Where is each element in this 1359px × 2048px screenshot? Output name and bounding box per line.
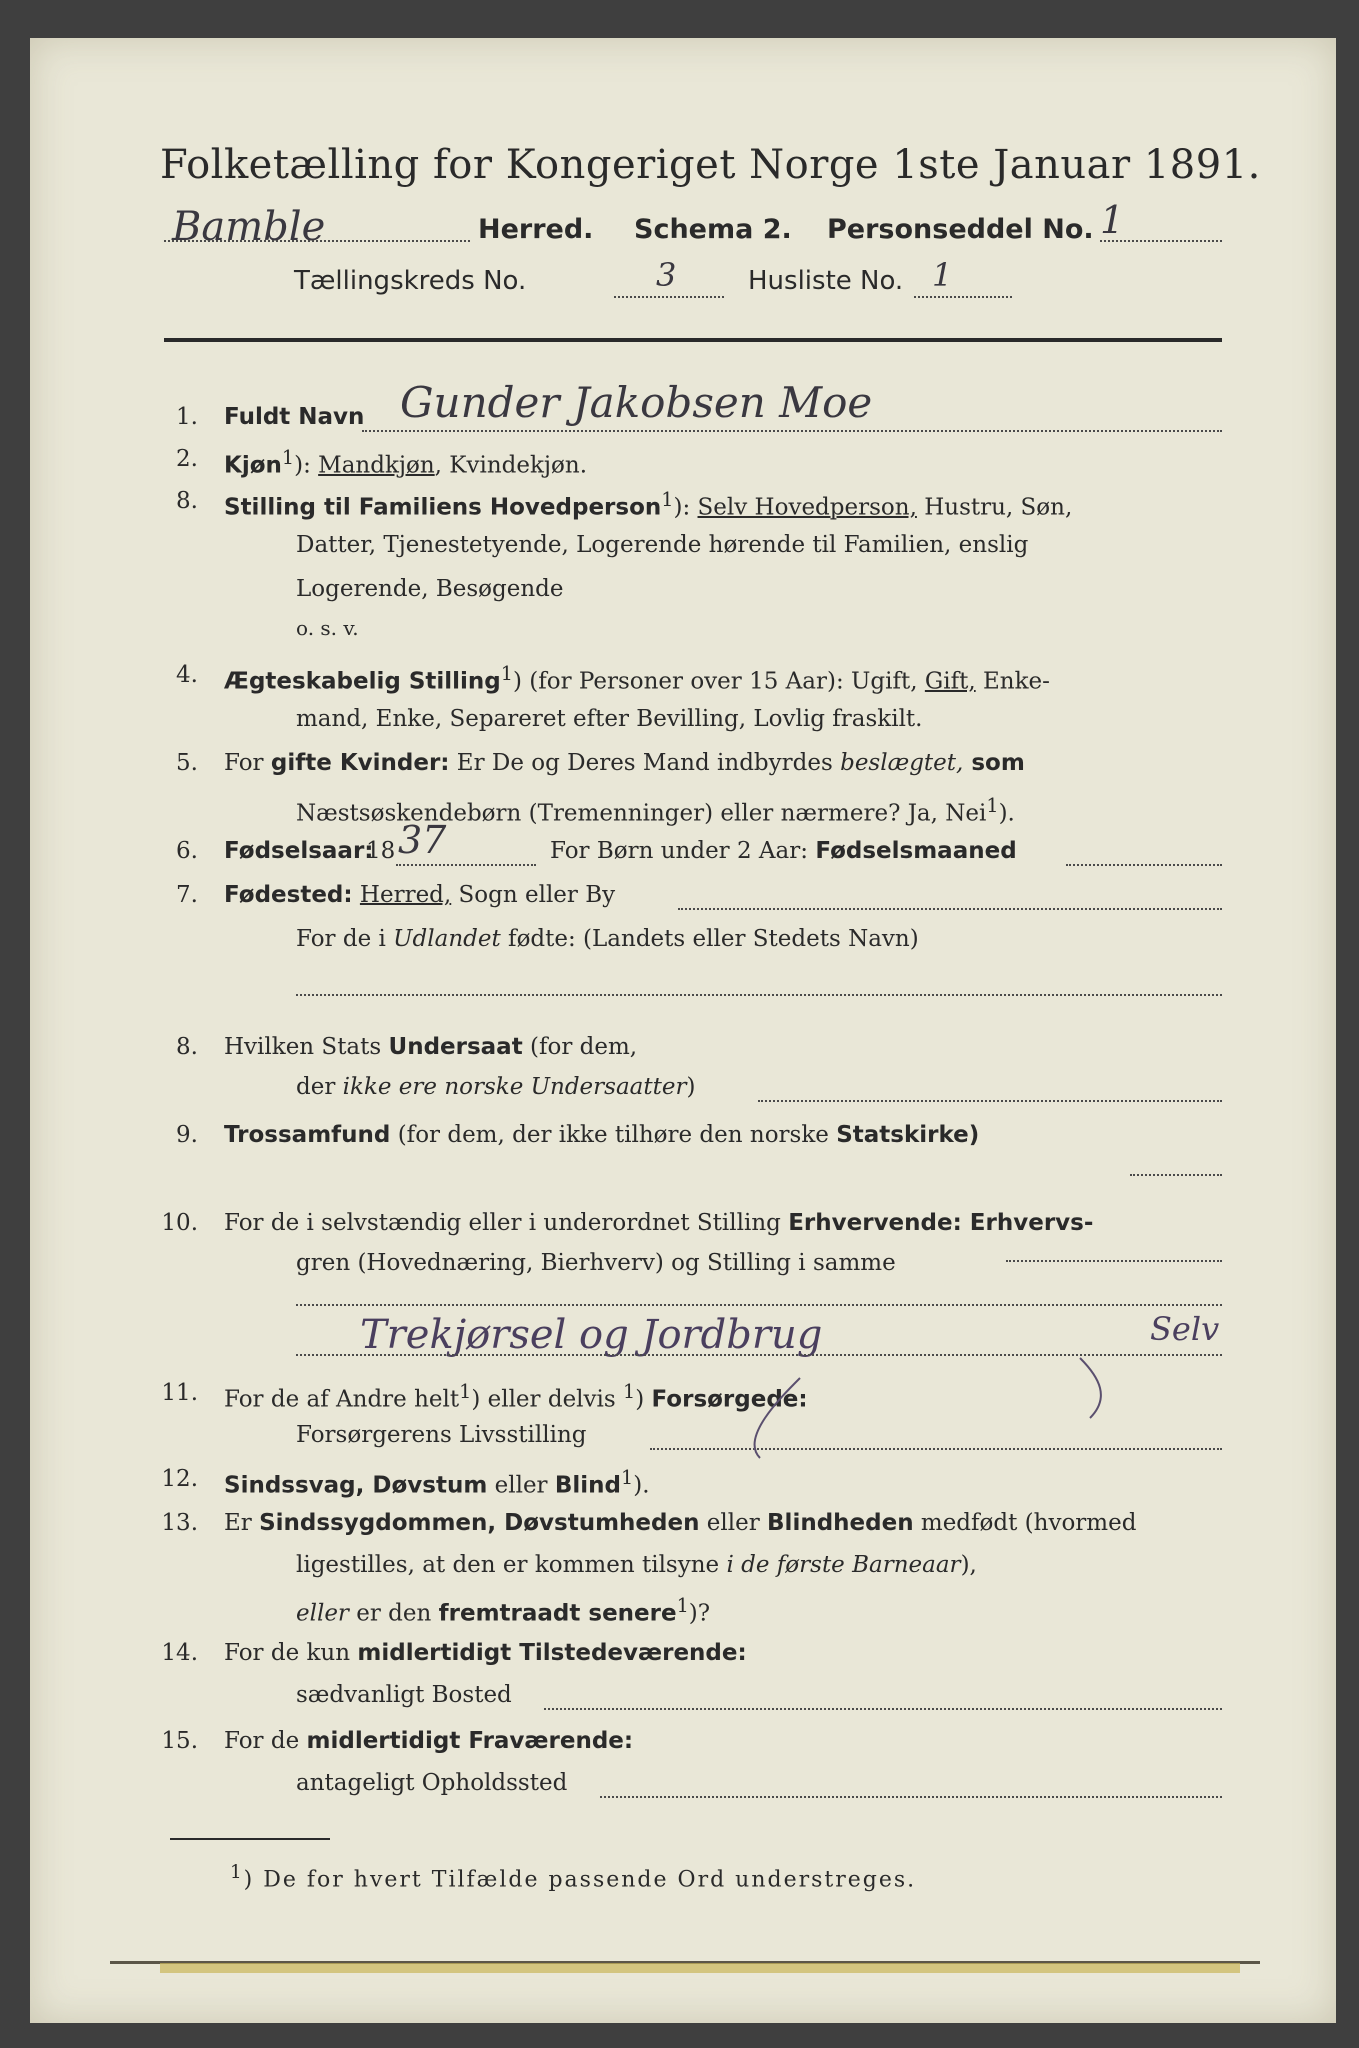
- item-7-rest: Sogn eller By: [451, 882, 616, 908]
- kreds-label: Tællingskreds No.: [294, 266, 527, 296]
- item-3-line1: [224, 488, 1072, 521]
- item-14-number: 14.: [161, 1640, 198, 1666]
- item-8-line2-italic: ikke ere norske Undersaatter: [342, 1074, 687, 1100]
- item-8-line: [758, 1100, 1222, 1102]
- item-5-pre: For: [224, 750, 271, 776]
- item-3-line2: Datter, Tjenestetyende, Logerende hørende til Familien, enslig: [296, 532, 1029, 558]
- item-15-line2: antageligt Opholdssted: [296, 1770, 568, 1796]
- item-10-number: 10.: [161, 1210, 198, 1236]
- husliste-line: [914, 296, 1012, 298]
- item-9-line1: [224, 1122, 979, 1148]
- item-13-mid: eller: [699, 1510, 768, 1536]
- item-7-line1: [224, 882, 615, 908]
- item-5-label: gifte Kvinder:: [270, 750, 450, 776]
- item-13-line3-end: )?: [688, 1600, 711, 1627]
- item-5-line2-end: ).: [998, 800, 1015, 827]
- item-13-line2-italic: i de første Barneaar: [726, 1552, 961, 1578]
- item-15-line: [600, 1796, 1222, 1798]
- item-7-line2-italic: Udlandet: [393, 926, 501, 952]
- schema-label: Schema 2.: [634, 214, 792, 245]
- item-6-rest-text: For Børn under 2 Aar:: [550, 838, 816, 864]
- header-rule: [164, 338, 1222, 342]
- item-4-sup: 1: [500, 662, 513, 685]
- personseddel-line: [1100, 240, 1222, 242]
- item-12-label2: Blind: [554, 1472, 622, 1499]
- item-11-line2: Forsørgerens Livsstilling: [296, 1422, 587, 1448]
- item-8-pre: Hvilken Stats: [224, 1034, 389, 1060]
- item-3-rest: ):: [673, 494, 698, 521]
- herred-label: Herred.: [478, 214, 594, 245]
- item-2-selected-option: Mandkjøn: [318, 452, 435, 479]
- personseddel-handwritten: 1: [1100, 198, 1125, 242]
- item-8-label: Undersaat: [388, 1034, 523, 1060]
- item-12-sup: 1: [621, 1466, 634, 1489]
- item-5-sup: 1: [986, 794, 999, 817]
- item-9-rest: (for dem, der ikke tilhøre den norske: [390, 1122, 837, 1148]
- item-3-line3: Logerende, Besøgende: [296, 576, 564, 602]
- item-15-line1: [224, 1728, 633, 1754]
- item-7-line2-post: fødte: (Landets eller Stedets Navn): [500, 926, 919, 952]
- husliste-label: Husliste No.: [748, 266, 904, 296]
- item-6-month-line: [1066, 864, 1222, 866]
- item-7-label: Fødested:: [224, 882, 353, 908]
- herred-handwritten: Bamble: [172, 204, 326, 250]
- item-4-label: Ægteskabelig Stilling: [224, 668, 501, 695]
- item-12-number: 12.: [161, 1466, 198, 1492]
- item-3-tail: Hustru, Søn,: [916, 494, 1073, 521]
- item-3-sup: 1: [661, 488, 674, 511]
- item-11-sup2: 1: [623, 1380, 636, 1403]
- footnote-sup: 1: [230, 1862, 244, 1883]
- bottom-tape: [160, 1963, 1240, 1973]
- item-8-line2-pre: der: [296, 1074, 343, 1100]
- item-12-label: Sindssvag, Døvstum: [224, 1472, 488, 1499]
- item-7-line2: [296, 926, 919, 952]
- item-10-line-a: [1006, 1260, 1222, 1262]
- item-1-line: [362, 430, 1222, 432]
- personseddel-label: Personseddel No.: [827, 214, 1094, 245]
- item-2-label: Kjøn: [224, 452, 282, 479]
- item-14-line1: [224, 1640, 747, 1666]
- item-1-name-handwritten: Gunder Jakobsen Moe: [400, 378, 873, 427]
- item-6-rest-bold: Fødselsmaaned: [815, 838, 1017, 864]
- item-13-line3: [296, 1594, 710, 1627]
- item-4-line1: [224, 662, 1050, 695]
- item-2-text: [224, 446, 587, 479]
- kreds-handwritten: 3: [656, 256, 677, 294]
- item-5-italic: beslægtet,: [840, 750, 964, 776]
- item-7-selected-option: Herred,: [359, 882, 452, 908]
- item-1-label: Fuldt Navn: [224, 404, 365, 430]
- item-4-number: 4.: [176, 662, 198, 688]
- item-13-label2: Blindheden: [767, 1510, 914, 1536]
- item-12-end: ).: [633, 1472, 650, 1499]
- item-11-number: 11.: [161, 1380, 198, 1406]
- kreds-line: [614, 296, 724, 298]
- item-10-line1: [224, 1210, 1093, 1236]
- footnote-text: ) De for hvert Tilfælde passende Ord understreges.: [243, 1867, 917, 1893]
- item-8-number: 8.: [176, 1034, 198, 1060]
- item-13-label: Sindssygdommen, Døvstumheden: [259, 1510, 700, 1536]
- item-5-end: som: [963, 750, 1025, 776]
- census-form-page: [30, 38, 1336, 2023]
- footnote: [230, 1862, 916, 1892]
- item-11-mid2: ): [635, 1386, 652, 1413]
- item-3-label: Stilling til Familiens Hovedperson: [224, 494, 662, 521]
- herred-line: [164, 240, 470, 242]
- item-6-number: 6.: [176, 838, 198, 864]
- item-10-line2: gren (Hovednæring, Bierhverv) og Stilling i samme: [296, 1250, 896, 1276]
- item-13-line2: [296, 1552, 977, 1578]
- item-13-line2-post: ),: [960, 1552, 977, 1578]
- item-3-line4: o. s. v.: [296, 616, 359, 640]
- item-8-line2-post: ): [686, 1074, 696, 1100]
- item-11-mid: ) eller delvis: [471, 1386, 624, 1413]
- item-6-year-prefix: 18: [366, 838, 396, 864]
- item-13-line3-pre: er den: [348, 1600, 439, 1627]
- item-4-rest: ) (for Personer over 15 Aar): Ugift,: [512, 668, 925, 695]
- item-8-line2: [296, 1074, 695, 1100]
- item-6-year-line: [396, 864, 536, 866]
- item-13-sup: 1: [676, 1594, 689, 1617]
- item-11-pen-stroke: [720, 1338, 1140, 1468]
- item-5-mid: Er De og Deres Mand indbyrdes: [449, 750, 841, 776]
- item-7-line2-pre: For de i: [296, 926, 394, 952]
- item-2-sup: 1: [281, 446, 295, 469]
- item-9-tail: Statskirke): [836, 1122, 980, 1148]
- item-1-number: 1.: [176, 404, 198, 430]
- item-10-line-b: [296, 1304, 1222, 1306]
- item-13-line3-bold: fremtraadt senere: [438, 1600, 677, 1627]
- item-10-post: Erhvervs-: [961, 1210, 1094, 1236]
- item-11-label: Forsørgede:: [651, 1386, 808, 1413]
- item-3-selected-option: Selv Hovedperson,: [697, 494, 917, 521]
- item-10-status-handwritten: Selv: [1150, 1310, 1220, 1348]
- item-15-label: midlertidigt Fraværende:: [306, 1728, 634, 1754]
- item-13-number: 13.: [161, 1510, 198, 1536]
- item-5-line2-text: Næstsøskendebørn (Tremenninger) eller nærmere? Ja, Nei: [296, 800, 987, 827]
- item-7-number: 7.: [176, 882, 198, 908]
- item-6-year-handwritten: 37: [398, 818, 447, 862]
- item-6-rest: [550, 838, 1017, 864]
- item-14-label: midlertidigt Tilstedeværende:: [357, 1640, 747, 1666]
- footnote-rule: [170, 1838, 330, 1840]
- item-6-label: Fødselsaar:: [224, 838, 374, 864]
- item-8-post: (for dem,: [522, 1034, 638, 1060]
- item-4-line2: mand, Enke, Separeret efter Bevilling, Lovlig fraskilt.: [296, 706, 923, 732]
- item-12-rest: eller: [487, 1472, 555, 1499]
- item-12-line1: [224, 1466, 650, 1499]
- item-10-label: Erhvervende:: [788, 1210, 962, 1236]
- item-7-line: [678, 908, 1222, 910]
- item-3-number: 8.: [176, 488, 198, 514]
- item-15-number: 15.: [161, 1728, 198, 1754]
- item-11-pre: For de af Andre helt: [224, 1386, 460, 1413]
- item-9-label: Trossamfund: [224, 1122, 391, 1148]
- item-14-line2: sædvanligt Bosted: [296, 1682, 512, 1708]
- form-title: Folketælling for Kongeriget Norge 1ste Januar 1891.: [160, 142, 1261, 188]
- item-2-number: 2.: [176, 446, 198, 472]
- item-9-number: 9.: [176, 1122, 198, 1148]
- item-11-sup: 1: [459, 1380, 472, 1403]
- item-5-number: 5.: [176, 750, 198, 776]
- item-4-selected-option: Gift,: [924, 668, 976, 695]
- item-8-line1: [224, 1034, 637, 1060]
- item-10-occupation-handwritten: Trekjørsel og Jordbrug: [360, 1312, 823, 1358]
- item-4-tail: Enke-: [975, 668, 1050, 695]
- item-2-rest: ):: [294, 452, 319, 479]
- item-13-pre: Er: [224, 1510, 260, 1536]
- item-14-pre: For de kun: [224, 1640, 358, 1666]
- item-9-line: [1130, 1174, 1222, 1176]
- item-15-pre: For de: [224, 1728, 307, 1754]
- item-13-line2-pre: ligestilles, at den er kommen tilsyne: [296, 1552, 727, 1578]
- husliste-handwritten: 1: [932, 256, 953, 294]
- item-13-end: medfødt (hvormed: [913, 1510, 1137, 1536]
- item-7-abroad-line: [296, 994, 1222, 996]
- item-2-other-option: , Kvindekjøn.: [434, 452, 588, 479]
- item-5-line1: [224, 750, 1025, 776]
- item-14-line: [544, 1708, 1222, 1710]
- item-13-line3-italic: eller: [296, 1600, 349, 1627]
- item-10-pre: For de i selvstændig eller i underordnet Stilling: [224, 1210, 789, 1236]
- item-13-line1: [224, 1510, 1136, 1536]
